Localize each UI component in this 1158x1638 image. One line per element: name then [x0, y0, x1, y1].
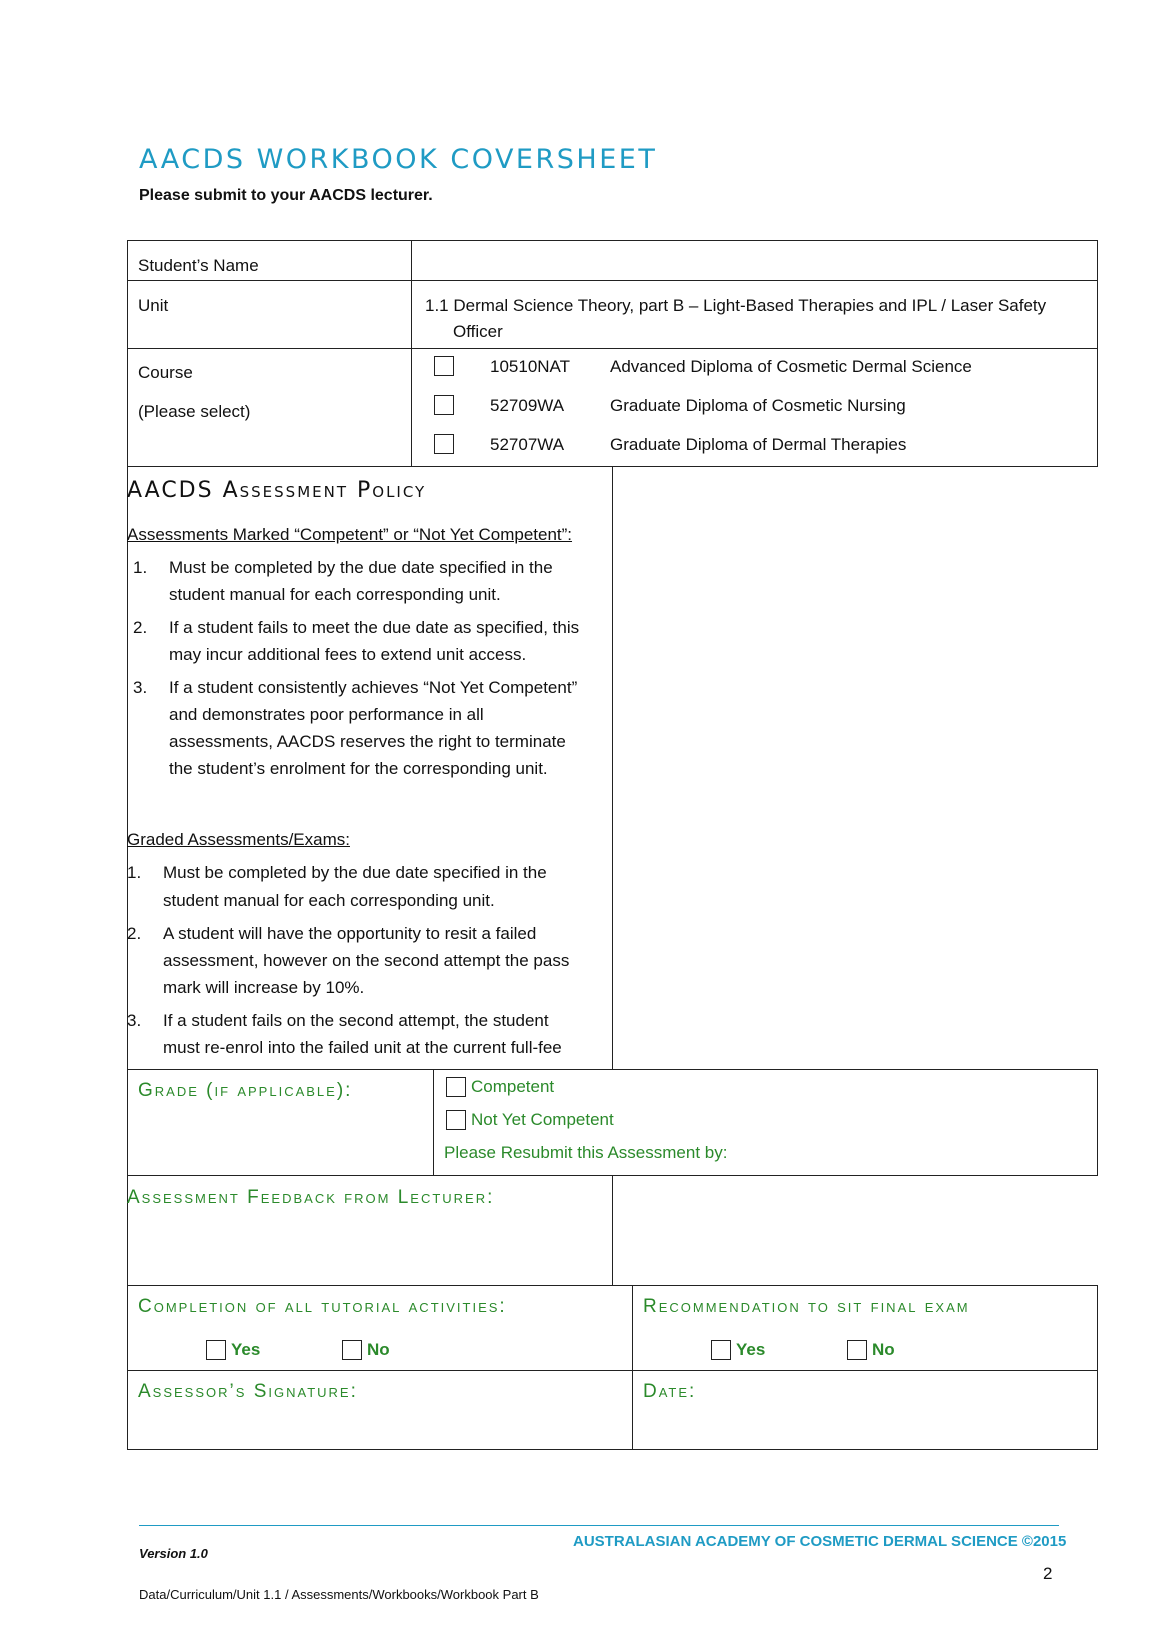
footer-path: Data/Curriculum/Unit 1.1 / Assessments/Workbooks/Workbook Part B	[139, 1587, 539, 1602]
not-yet-competent-label: Not Yet Competent	[471, 1110, 614, 1129]
course-name: Graduate Diploma of Dermal Therapies	[610, 435, 907, 454]
competent-heading: Assessments Marked “Competent” or “Not Yet Competent”:	[127, 525, 573, 544]
assessor-signature-label: Assessor’s Signature:	[138, 1381, 358, 1402]
list-number: 3.	[133, 678, 148, 697]
feedback-label: Assessment Feedback from Lecturer:	[127, 1187, 495, 1208]
completion-yes-checkbox[interactable]	[206, 1340, 226, 1360]
list-number: 1.	[127, 863, 142, 882]
list-number: 2.	[133, 618, 148, 637]
page-number: 2	[1043, 1564, 1053, 1583]
list-item: may incur additional fees to extend unit access.	[169, 645, 527, 664]
footer-divider	[139, 1525, 1059, 1526]
unit-value: 1.1 Dermal Science Theory, part B – Light-Based Therapies and IPL / Laser Safety	[425, 296, 1047, 315]
recommendation-no-checkbox[interactable]	[847, 1340, 867, 1360]
policy-heading	[127, 477, 426, 504]
course-name: Advanced Diploma of Cosmetic Dermal Science	[610, 357, 972, 376]
list-item: assessments, AACDS reserves the right to terminate	[169, 732, 566, 751]
list-item: and demonstrates poor performance in all	[169, 705, 484, 724]
list-item: assessment, however on the second attempt the pass	[163, 951, 570, 970]
course-code: 52707WA	[490, 435, 565, 454]
footer-version: Version 1.0	[139, 1546, 208, 1561]
list-item: mark will increase by 10%.	[163, 978, 365, 997]
recommendation-yes-checkbox[interactable]	[711, 1340, 731, 1360]
list-item: If a student consistently achieves “Not Yet Competent”	[169, 678, 578, 697]
recommendation-no-label: No	[872, 1340, 895, 1359]
competent-checkbox[interactable]	[446, 1077, 466, 1097]
completion-yes-label: Yes	[231, 1340, 261, 1359]
course-hint: (Please select)	[138, 402, 251, 421]
course-checkbox[interactable]	[434, 395, 454, 415]
list-item: the student’s enrolment for the corresponding unit.	[169, 759, 548, 778]
list-item: If a student fails on the second attempt, the student	[163, 1011, 549, 1030]
date-label: Date:	[643, 1381, 697, 1402]
policy-heading-text: AACDS Assessment Policy	[127, 478, 427, 503]
list-item: Must be completed by the due date specified in the	[163, 863, 547, 882]
competent-label: Competent	[471, 1077, 555, 1096]
recommendation-label: Recommendation to sit final exam	[643, 1296, 970, 1317]
recommendation-yes-label: Yes	[736, 1340, 766, 1359]
list-item: Must be completed by the due date specified in the	[169, 558, 553, 577]
completion-no-label: No	[367, 1340, 390, 1359]
list-number: 1.	[133, 558, 148, 577]
resubmit-label: Please Resubmit this Assessment by:	[444, 1143, 728, 1162]
list-item: student manual for each corresponding unit.	[169, 585, 501, 604]
grade-label: Grade (if applicable):	[138, 1080, 353, 1101]
list-item: A student will have the opportunity to resit a failed	[163, 924, 537, 943]
course-code: 10510NAT	[490, 357, 571, 376]
course-code: 52709WA	[490, 396, 565, 415]
course-name: Graduate Diploma of Cosmetic Nursing	[610, 396, 906, 415]
graded-heading: Graded Assessments/Exams:	[127, 830, 350, 849]
footer-academy: AUSTRALASIAN ACADEMY OF COSMETIC DERMAL SCIENCE ©2015	[573, 1533, 1067, 1550]
list-item: If a student fails to meet the due date as specified, this	[169, 618, 580, 637]
student-name-label: Student’s Name	[138, 256, 259, 275]
list-item: student manual for each corresponding unit.	[163, 891, 495, 910]
unit-label: Unit	[138, 296, 169, 315]
page-title: AACDS WORKBOOK COVERSHEET	[139, 144, 658, 175]
not-yet-competent-checkbox[interactable]	[446, 1110, 466, 1130]
unit-value-continued: Officer	[453, 322, 503, 341]
completion-label: Completion of all tutorial activities:	[138, 1296, 507, 1317]
course-checkbox[interactable]	[434, 434, 454, 454]
list-item: must re-enrol into the failed unit at the current full-fee	[163, 1038, 562, 1057]
completion-no-checkbox[interactable]	[342, 1340, 362, 1360]
page-subtitle: Please submit to your AACDS lecturer.	[139, 187, 433, 204]
list-number: 2.	[127, 924, 142, 943]
course-label: Course	[138, 363, 193, 382]
list-number: 3.	[127, 1011, 142, 1030]
course-checkbox[interactable]	[434, 356, 454, 376]
